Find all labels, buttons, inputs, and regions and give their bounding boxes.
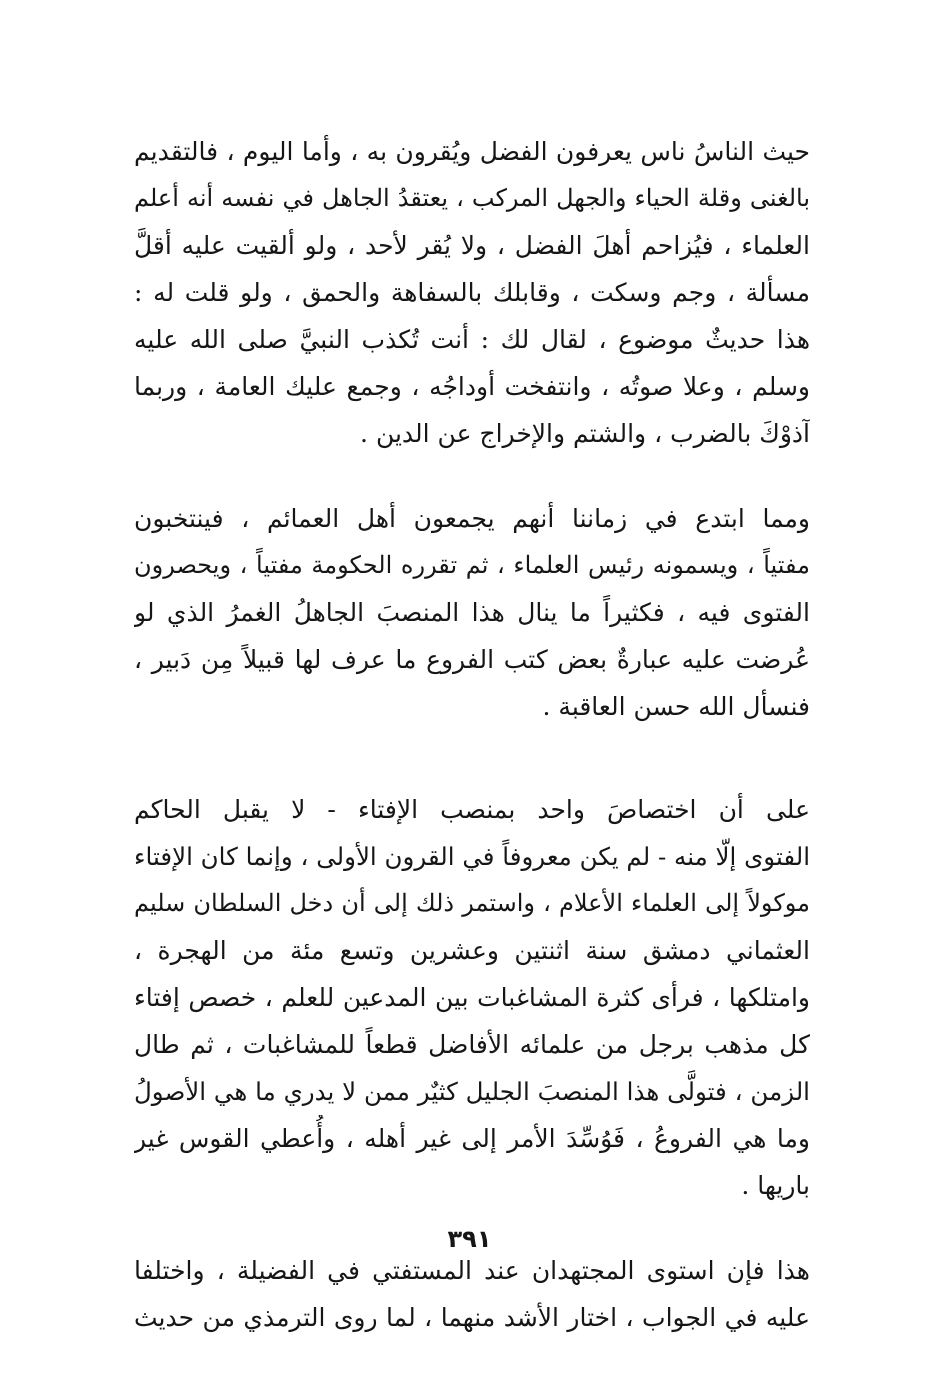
text-line: فنسأل الله حسن العاقبة .	[542, 692, 810, 721]
text-line: باريها .	[741, 1171, 810, 1200]
text-line: عُرضت عليه عبارةٌ بعض كتب الفروع ما عرف لها قبيلاً مِن دَبير ،	[134, 645, 810, 674]
text-line: على أن اختصاصَ واحد بمنصب الإفتاء - لا يقبل الحاكم	[134, 795, 810, 824]
text-line: وسلم ، وعلا صوتُه ، وانتفخت أوداجُه ، وجمع عليك العامة ، وربما	[134, 372, 810, 401]
text-line: آذوْكَ بالضرب ، والشتم والإخراج عن الدين .	[360, 419, 810, 448]
text-line: الفتوى إلّا منه - لم يكن معروفاً في القرون الأولى ، وإنما كان الإفتاء	[134, 842, 810, 871]
text-line: كل مذهب برجل من علمائه الأفاضل قطعاً للمشاغبات ، ثم طال	[134, 1030, 810, 1059]
paragraph-4	[134, 1247, 810, 1341]
text-line: الفتوى فيه ، فكثيراً ما ينال هذا المنصبَ الجاهلُ الغمرُ الذي لو	[134, 598, 810, 627]
text-line: مسألة ، وجم وسكت ، وقابلك بالسفاهة والحمق ، ولو قلت له :	[134, 278, 810, 307]
text-line: العلماء ، فيُزاحم أهلَ الفضل ، ولا يُقر لأحد ، ولو ألقيت عليه أقلَّ	[134, 231, 810, 260]
paragraph-1	[134, 128, 810, 457]
paragraph-3	[134, 786, 810, 1209]
text-line: حيث الناسُ ناس يعرفون الفضل ويُقرون به ، وأما اليوم ، فالتقديم	[134, 137, 810, 166]
page-body	[134, 128, 810, 1341]
text-line: هذا حديثٌ موضوع ، لقال لك : أنت تُكذب النبيَّ صلى الله عليه	[134, 325, 810, 354]
text-line: وما هي الفروعُ ، فَوُسِّدَ الأمر إلى غير أهله ، وأُعطي القوس غير	[134, 1124, 810, 1153]
page-number: ٣٩١	[447, 1225, 492, 1253]
text-line: الزمن ، فتولَّى هذا المنصبَ الجليل كثيٌر ممن لا يدري ما هي الأصولُ	[134, 1077, 810, 1106]
paragraph-2	[134, 495, 810, 730]
text-line: ومما ابتدع في زماننا أنهم يجمعون أهل العمائم ، فينتخبون	[134, 504, 810, 533]
text-line: موكولاً إلى العلماء الأعلام ، واستمر ذلك إلى أن دخل السلطان سليم	[134, 889, 810, 917]
text-line: بالغنى وقلة الحياء والجهل المركب ، يعتقدُ الجاهل في نفسه أنه أعلم	[134, 184, 810, 212]
text-line: مفتياً ، ويسمونه رئيس العلماء ، ثم تقرره الحكومة مفتياً ، ويحصرون	[134, 551, 810, 579]
text-line: عليه في الجواب ، اختار الأشد منهما ، لما روى الترمذي من حديث	[134, 1303, 810, 1332]
text-line: هذا فإن استوى المجتهدان عند المستفتي في الفضيلة ، واختلفا	[134, 1256, 810, 1285]
text-line: العثماني دمشق سنة اثنتين وعشرين وتسع مئة من الهجرة ،	[134, 936, 810, 965]
text-line: وامتلكها ، فرأى كثرة المشاغبات بين المدعين للعلم ، خصص إفتاء	[134, 983, 810, 1012]
